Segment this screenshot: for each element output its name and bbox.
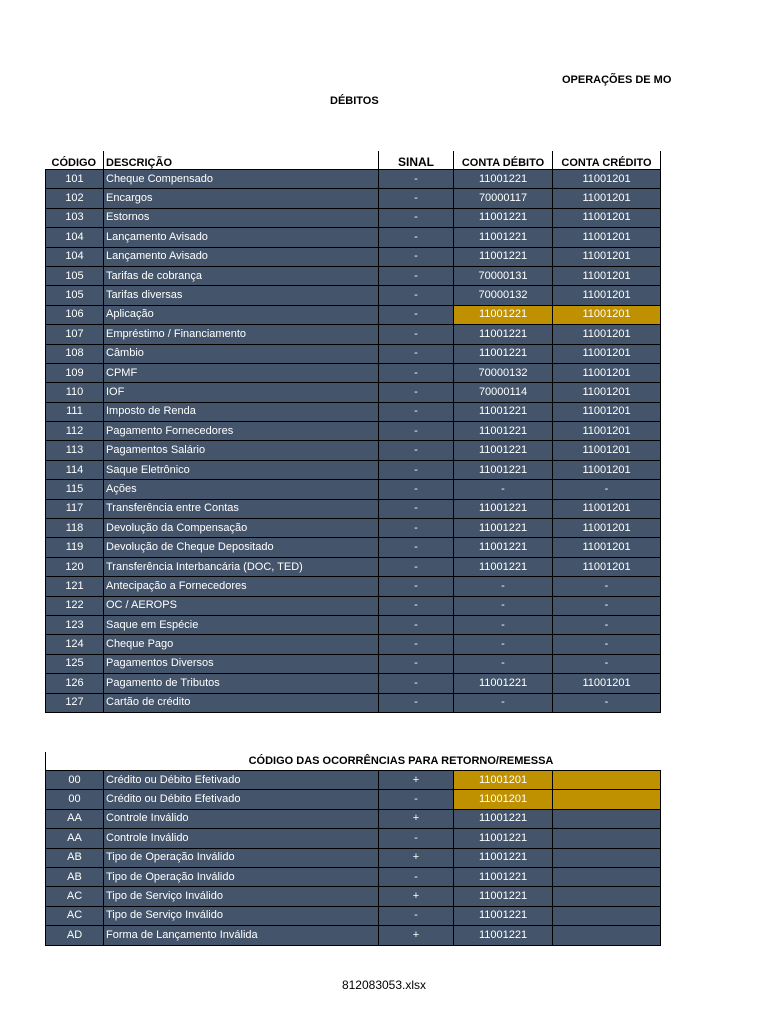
- cell-credit-account[interactable]: 11001201: [553, 402, 661, 421]
- cell-description[interactable]: Tipo de Serviço Inválido: [104, 906, 379, 925]
- cell-debit-account[interactable]: 11001221: [454, 228, 553, 247]
- cell-credit-account[interactable]: 11001201: [553, 441, 661, 460]
- cell-code[interactable]: 121: [46, 577, 104, 596]
- cell-debit-account[interactable]: 11001201: [454, 790, 553, 809]
- cell-debit-account[interactable]: -: [454, 693, 553, 712]
- cell-description[interactable]: Saque Eletrônico: [104, 460, 379, 479]
- table-row: [46, 809, 661, 828]
- table-row: [46, 790, 661, 809]
- cell-debit-account[interactable]: 11001221: [454, 247, 553, 266]
- cell-sign[interactable]: -: [379, 615, 454, 634]
- cell-debit-account[interactable]: 11001221: [454, 809, 553, 828]
- cell-sign[interactable]: -: [379, 596, 454, 615]
- table-row: [46, 441, 661, 460]
- cell-sign[interactable]: -: [379, 480, 454, 499]
- cell-description[interactable]: Crédito ou Débito Efetivado: [104, 771, 379, 790]
- cell-sign[interactable]: -: [379, 538, 454, 557]
- header-sign: SINAL: [379, 151, 454, 170]
- header-description: DESCRIÇÃO: [104, 151, 379, 170]
- cell-description[interactable]: Aplicação: [104, 305, 379, 324]
- cell-debit-account[interactable]: -: [454, 577, 553, 596]
- cell-description[interactable]: Transferência entre Contas: [104, 499, 379, 518]
- cell-debit-account[interactable]: -: [454, 654, 553, 673]
- file-name-footer: 812083053.xlsx: [341, 978, 427, 992]
- table-row: [46, 383, 661, 402]
- cell-code[interactable]: AC: [46, 887, 104, 906]
- cell-sign[interactable]: -: [379, 674, 454, 693]
- cell-credit-account[interactable]: -: [553, 596, 661, 615]
- cell-sign[interactable]: +: [379, 771, 454, 790]
- cell-credit-account[interactable]: [553, 848, 661, 867]
- debits-header-row: [46, 151, 661, 170]
- cell-credit-account[interactable]: 11001201: [553, 228, 661, 247]
- table-row: [46, 460, 661, 479]
- cell-description[interactable]: Pagamentos Diversos: [104, 654, 379, 673]
- cell-credit-account[interactable]: -: [553, 693, 661, 712]
- table-row: [46, 305, 661, 324]
- cell-code[interactable]: 119: [46, 538, 104, 557]
- header-code: CÓDIGO: [46, 151, 104, 170]
- cell-debit-account[interactable]: 70000132: [454, 286, 553, 305]
- cell-sign[interactable]: -: [379, 325, 454, 344]
- cell-description[interactable]: Tipo de Operação Inválido: [104, 848, 379, 867]
- cell-code[interactable]: 124: [46, 635, 104, 654]
- table-row: [46, 170, 661, 189]
- cell-sign[interactable]: -: [379, 906, 454, 925]
- cell-credit-account[interactable]: 11001201: [553, 519, 661, 538]
- cell-debit-account[interactable]: 11001221: [454, 538, 553, 557]
- cell-code[interactable]: 104: [46, 247, 104, 266]
- table-row: [46, 189, 661, 208]
- cell-credit-account[interactable]: 11001201: [553, 422, 661, 441]
- cell-sign[interactable]: -: [379, 693, 454, 712]
- cell-credit-account[interactable]: 11001201: [553, 344, 661, 363]
- cell-debit-account[interactable]: 70000114: [454, 383, 553, 402]
- cell-credit-account[interactable]: [553, 926, 661, 945]
- cell-debit-account[interactable]: 11001221: [454, 305, 553, 324]
- cell-description[interactable]: Saque em Espécie: [104, 615, 379, 634]
- cell-credit-account[interactable]: -: [553, 615, 661, 634]
- cell-code[interactable]: 109: [46, 363, 104, 382]
- cell-debit-account[interactable]: 11001221: [454, 499, 553, 518]
- cell-sign[interactable]: -: [379, 441, 454, 460]
- table-row: [46, 829, 661, 848]
- cell-sign[interactable]: -: [379, 829, 454, 848]
- table-row: [46, 344, 661, 363]
- cell-description[interactable]: Cheque Compensado: [104, 170, 379, 189]
- cell-credit-account[interactable]: [553, 887, 661, 906]
- cell-description[interactable]: Forma de Lançamento Inválida: [104, 926, 379, 945]
- cell-debit-account[interactable]: -: [454, 615, 553, 634]
- table-row: [46, 848, 661, 867]
- header-debit-account: CONTA DÉBITO: [454, 151, 553, 170]
- cell-description[interactable]: Tipo de Operação Inválido: [104, 867, 379, 886]
- cell-sign[interactable]: -: [379, 363, 454, 382]
- header-credit-account: CONTA CRÉDITO: [553, 151, 661, 170]
- cell-sign[interactable]: -: [379, 208, 454, 227]
- cell-description[interactable]: Imposto de Renda: [104, 402, 379, 421]
- cell-code[interactable]: AB: [46, 848, 104, 867]
- cell-credit-account[interactable]: 11001201: [553, 170, 661, 189]
- cell-sign[interactable]: -: [379, 577, 454, 596]
- cell-code[interactable]: 125: [46, 654, 104, 673]
- cell-credit-account[interactable]: 11001201: [553, 538, 661, 557]
- cell-debit-account[interactable]: 11001221: [454, 906, 553, 925]
- occurrences-header-row: [46, 752, 661, 771]
- cell-sign[interactable]: -: [379, 286, 454, 305]
- table-row: [46, 519, 661, 538]
- cell-credit-account[interactable]: 11001201: [553, 363, 661, 382]
- cell-debit-account[interactable]: 11001221: [454, 557, 553, 576]
- cell-code[interactable]: AC: [46, 906, 104, 925]
- cell-description[interactable]: Tarifas de cobrança: [104, 266, 379, 285]
- cell-debit-account[interactable]: -: [454, 596, 553, 615]
- table-row: [46, 363, 661, 382]
- cell-code[interactable]: 101: [46, 170, 104, 189]
- cell-code[interactable]: 104: [46, 228, 104, 247]
- cell-sign[interactable]: -: [379, 790, 454, 809]
- cell-code[interactable]: 00: [46, 771, 104, 790]
- cell-sign[interactable]: +: [379, 887, 454, 906]
- cell-debit-account[interactable]: 11001221: [454, 829, 553, 848]
- cell-sign[interactable]: -: [379, 383, 454, 402]
- cell-code[interactable]: AA: [46, 809, 104, 828]
- cell-sign[interactable]: -: [379, 867, 454, 886]
- cell-debit-account[interactable]: 11001221: [454, 926, 553, 945]
- cell-debit-account[interactable]: 11001221: [454, 441, 553, 460]
- table-row: [46, 926, 661, 945]
- cell-debit-account[interactable]: 11001221: [454, 208, 553, 227]
- table-row: [46, 499, 661, 518]
- table-row: [46, 557, 661, 576]
- cell-code[interactable]: 105: [46, 286, 104, 305]
- cell-description[interactable]: Controle Inválido: [104, 809, 379, 828]
- cell-debit-account[interactable]: 11001221: [454, 848, 553, 867]
- table-row: [46, 887, 661, 906]
- cell-description[interactable]: Devolução de Cheque Depositado: [104, 538, 379, 557]
- cell-debit-account[interactable]: 11001221: [454, 867, 553, 886]
- cell-debit-account[interactable]: 11001221: [454, 422, 553, 441]
- cell-code[interactable]: 110: [46, 383, 104, 402]
- cell-credit-account[interactable]: 11001201: [553, 305, 661, 324]
- cell-description[interactable]: Estornos: [104, 208, 379, 227]
- cell-debit-account[interactable]: 11001201: [454, 771, 553, 790]
- cell-debit-account[interactable]: 11001221: [454, 674, 553, 693]
- table-row: [46, 286, 661, 305]
- table-row: [46, 906, 661, 925]
- page-title: OPERAÇÕES DE MO: [562, 74, 672, 86]
- cell-debit-account[interactable]: -: [454, 635, 553, 654]
- cell-code[interactable]: 120: [46, 557, 104, 576]
- cell-credit-account[interactable]: -: [553, 480, 661, 499]
- cell-credit-account[interactable]: 11001201: [553, 557, 661, 576]
- cell-description[interactable]: OC / AEROPS: [104, 596, 379, 615]
- table-row: [46, 693, 661, 712]
- cell-sign[interactable]: -: [379, 228, 454, 247]
- cell-description[interactable]: CPMF: [104, 363, 379, 382]
- table-row: [46, 402, 661, 421]
- cell-sign[interactable]: -: [379, 460, 454, 479]
- cell-credit-account[interactable]: -: [553, 635, 661, 654]
- cell-description[interactable]: Tarifas diversas: [104, 286, 379, 305]
- table-row: [46, 422, 661, 441]
- cell-description[interactable]: Câmbio: [104, 344, 379, 363]
- cell-credit-account[interactable]: 11001201: [553, 460, 661, 479]
- cell-debit-account[interactable]: 11001221: [454, 519, 553, 538]
- cell-credit-account[interactable]: 11001201: [553, 208, 661, 227]
- cell-debit-account[interactable]: 11001221: [454, 460, 553, 479]
- cell-description[interactable]: Lançamento Avisado: [104, 228, 379, 247]
- cell-description[interactable]: Ações: [104, 480, 379, 499]
- cell-description[interactable]: Pagamentos Salário: [104, 441, 379, 460]
- cell-credit-account[interactable]: [553, 809, 661, 828]
- cell-credit-account[interactable]: 11001201: [553, 189, 661, 208]
- table-row: [46, 654, 661, 673]
- cell-description[interactable]: Encargos: [104, 189, 379, 208]
- cell-sign[interactable]: -: [379, 654, 454, 673]
- cell-code[interactable]: 117: [46, 499, 104, 518]
- cell-sign[interactable]: -: [379, 402, 454, 421]
- cell-sign[interactable]: +: [379, 848, 454, 867]
- cell-credit-account[interactable]: 11001201: [553, 247, 661, 266]
- cell-credit-account[interactable]: 11001201: [553, 325, 661, 344]
- table-row: [46, 247, 661, 266]
- cell-code[interactable]: 108: [46, 344, 104, 363]
- cell-debit-account[interactable]: 70000131: [454, 266, 553, 285]
- cell-debit-account[interactable]: 70000132: [454, 363, 553, 382]
- cell-sign[interactable]: -: [379, 499, 454, 518]
- cell-description[interactable]: Empréstimo / Financiamento: [104, 325, 379, 344]
- cell-sign[interactable]: +: [379, 809, 454, 828]
- cell-debit-account[interactable]: 11001221: [454, 344, 553, 363]
- cell-debit-account[interactable]: 11001221: [454, 325, 553, 344]
- cell-sign[interactable]: -: [379, 189, 454, 208]
- cell-code[interactable]: 122: [46, 596, 104, 615]
- cell-debit-account[interactable]: 11001221: [454, 887, 553, 906]
- cell-sign[interactable]: -: [379, 519, 454, 538]
- cell-code[interactable]: 115: [46, 480, 104, 499]
- table-row: [46, 208, 661, 227]
- cell-sign[interactable]: -: [379, 557, 454, 576]
- cell-description[interactable]: IOF: [104, 383, 379, 402]
- cell-credit-account[interactable]: 11001201: [553, 286, 661, 305]
- cell-sign[interactable]: -: [379, 635, 454, 654]
- table-row: [46, 615, 661, 634]
- cell-credit-account[interactable]: 11001201: [553, 674, 661, 693]
- cell-description[interactable]: Controle Inválido: [104, 829, 379, 848]
- cell-code[interactable]: 00: [46, 790, 104, 809]
- table-row: [46, 228, 661, 247]
- cell-description[interactable]: Devolução da Compensação: [104, 519, 379, 538]
- cell-code[interactable]: 102: [46, 189, 104, 208]
- cell-code[interactable]: 112: [46, 422, 104, 441]
- cell-sign[interactable]: -: [379, 344, 454, 363]
- cell-code[interactable]: AA: [46, 829, 104, 848]
- cell-credit-account[interactable]: 11001201: [553, 266, 661, 285]
- cell-sign[interactable]: -: [379, 266, 454, 285]
- table-row: [46, 596, 661, 615]
- cell-sign[interactable]: -: [379, 305, 454, 324]
- cell-credit-account[interactable]: 11001201: [553, 499, 661, 518]
- cell-code[interactable]: 123: [46, 615, 104, 634]
- cell-code[interactable]: 118: [46, 519, 104, 538]
- cell-credit-account[interactable]: [553, 867, 661, 886]
- table-row: [46, 577, 661, 596]
- cell-code[interactable]: AB: [46, 867, 104, 886]
- cell-credit-account[interactable]: -: [553, 577, 661, 596]
- cell-sign[interactable]: -: [379, 422, 454, 441]
- cell-sign[interactable]: -: [379, 170, 454, 189]
- cell-credit-account[interactable]: [553, 790, 661, 809]
- table-row: [46, 635, 661, 654]
- section-title-debits: DÉBITOS: [330, 95, 379, 107]
- cell-code[interactable]: 126: [46, 674, 104, 693]
- cell-debit-account[interactable]: -: [454, 480, 553, 499]
- occurrences-title: CÓDIGO DAS OCORRÊNCIAS PARA RETORNO/REMESSA: [104, 752, 661, 771]
- table-row: [46, 538, 661, 557]
- table-row: [46, 266, 661, 285]
- cell-description[interactable]: Crédito ou Débito Efetivado: [104, 790, 379, 809]
- cell-code[interactable]: 107: [46, 325, 104, 344]
- debits-table: [45, 151, 661, 713]
- table-row: [46, 674, 661, 693]
- cell-credit-account[interactable]: -: [553, 654, 661, 673]
- cell-sign[interactable]: -: [379, 247, 454, 266]
- cell-description[interactable]: Transferência Interbancária (DOC, TED): [104, 557, 379, 576]
- cell-debit-account[interactable]: 11001221: [454, 170, 553, 189]
- cell-debit-account[interactable]: 70000117: [454, 189, 553, 208]
- table-row: [46, 867, 661, 886]
- cell-description[interactable]: Lançamento Avisado: [104, 247, 379, 266]
- cell-code[interactable]: 114: [46, 460, 104, 479]
- cell-description[interactable]: Pagamento Fornecedores: [104, 422, 379, 441]
- cell-credit-account[interactable]: [553, 906, 661, 925]
- cell-code[interactable]: AD: [46, 926, 104, 945]
- cell-code[interactable]: 106: [46, 305, 104, 324]
- occurrences-table: [45, 752, 661, 946]
- cell-credit-account[interactable]: 11001201: [553, 383, 661, 402]
- table-row: [46, 325, 661, 344]
- table-row: [46, 771, 661, 790]
- cell-description[interactable]: Antecipação a Fornecedores: [104, 577, 379, 596]
- cell-sign[interactable]: +: [379, 926, 454, 945]
- cell-description[interactable]: Cheque Pago: [104, 635, 379, 654]
- cell-code[interactable]: 105: [46, 266, 104, 285]
- cell-description[interactable]: Pagamento de Tributos: [104, 674, 379, 693]
- cell-description[interactable]: Cartão de crédito: [104, 693, 379, 712]
- cell-credit-account[interactable]: [553, 829, 661, 848]
- table-row: [46, 480, 661, 499]
- cell-description[interactable]: Tipo de Serviço Inválido: [104, 887, 379, 906]
- cell-code[interactable]: 111: [46, 402, 104, 421]
- cell-code[interactable]: 113: [46, 441, 104, 460]
- cell-credit-account[interactable]: [553, 771, 661, 790]
- cell-code[interactable]: 103: [46, 208, 104, 227]
- cell-debit-account[interactable]: 11001221: [454, 402, 553, 421]
- cell-code[interactable]: 127: [46, 693, 104, 712]
